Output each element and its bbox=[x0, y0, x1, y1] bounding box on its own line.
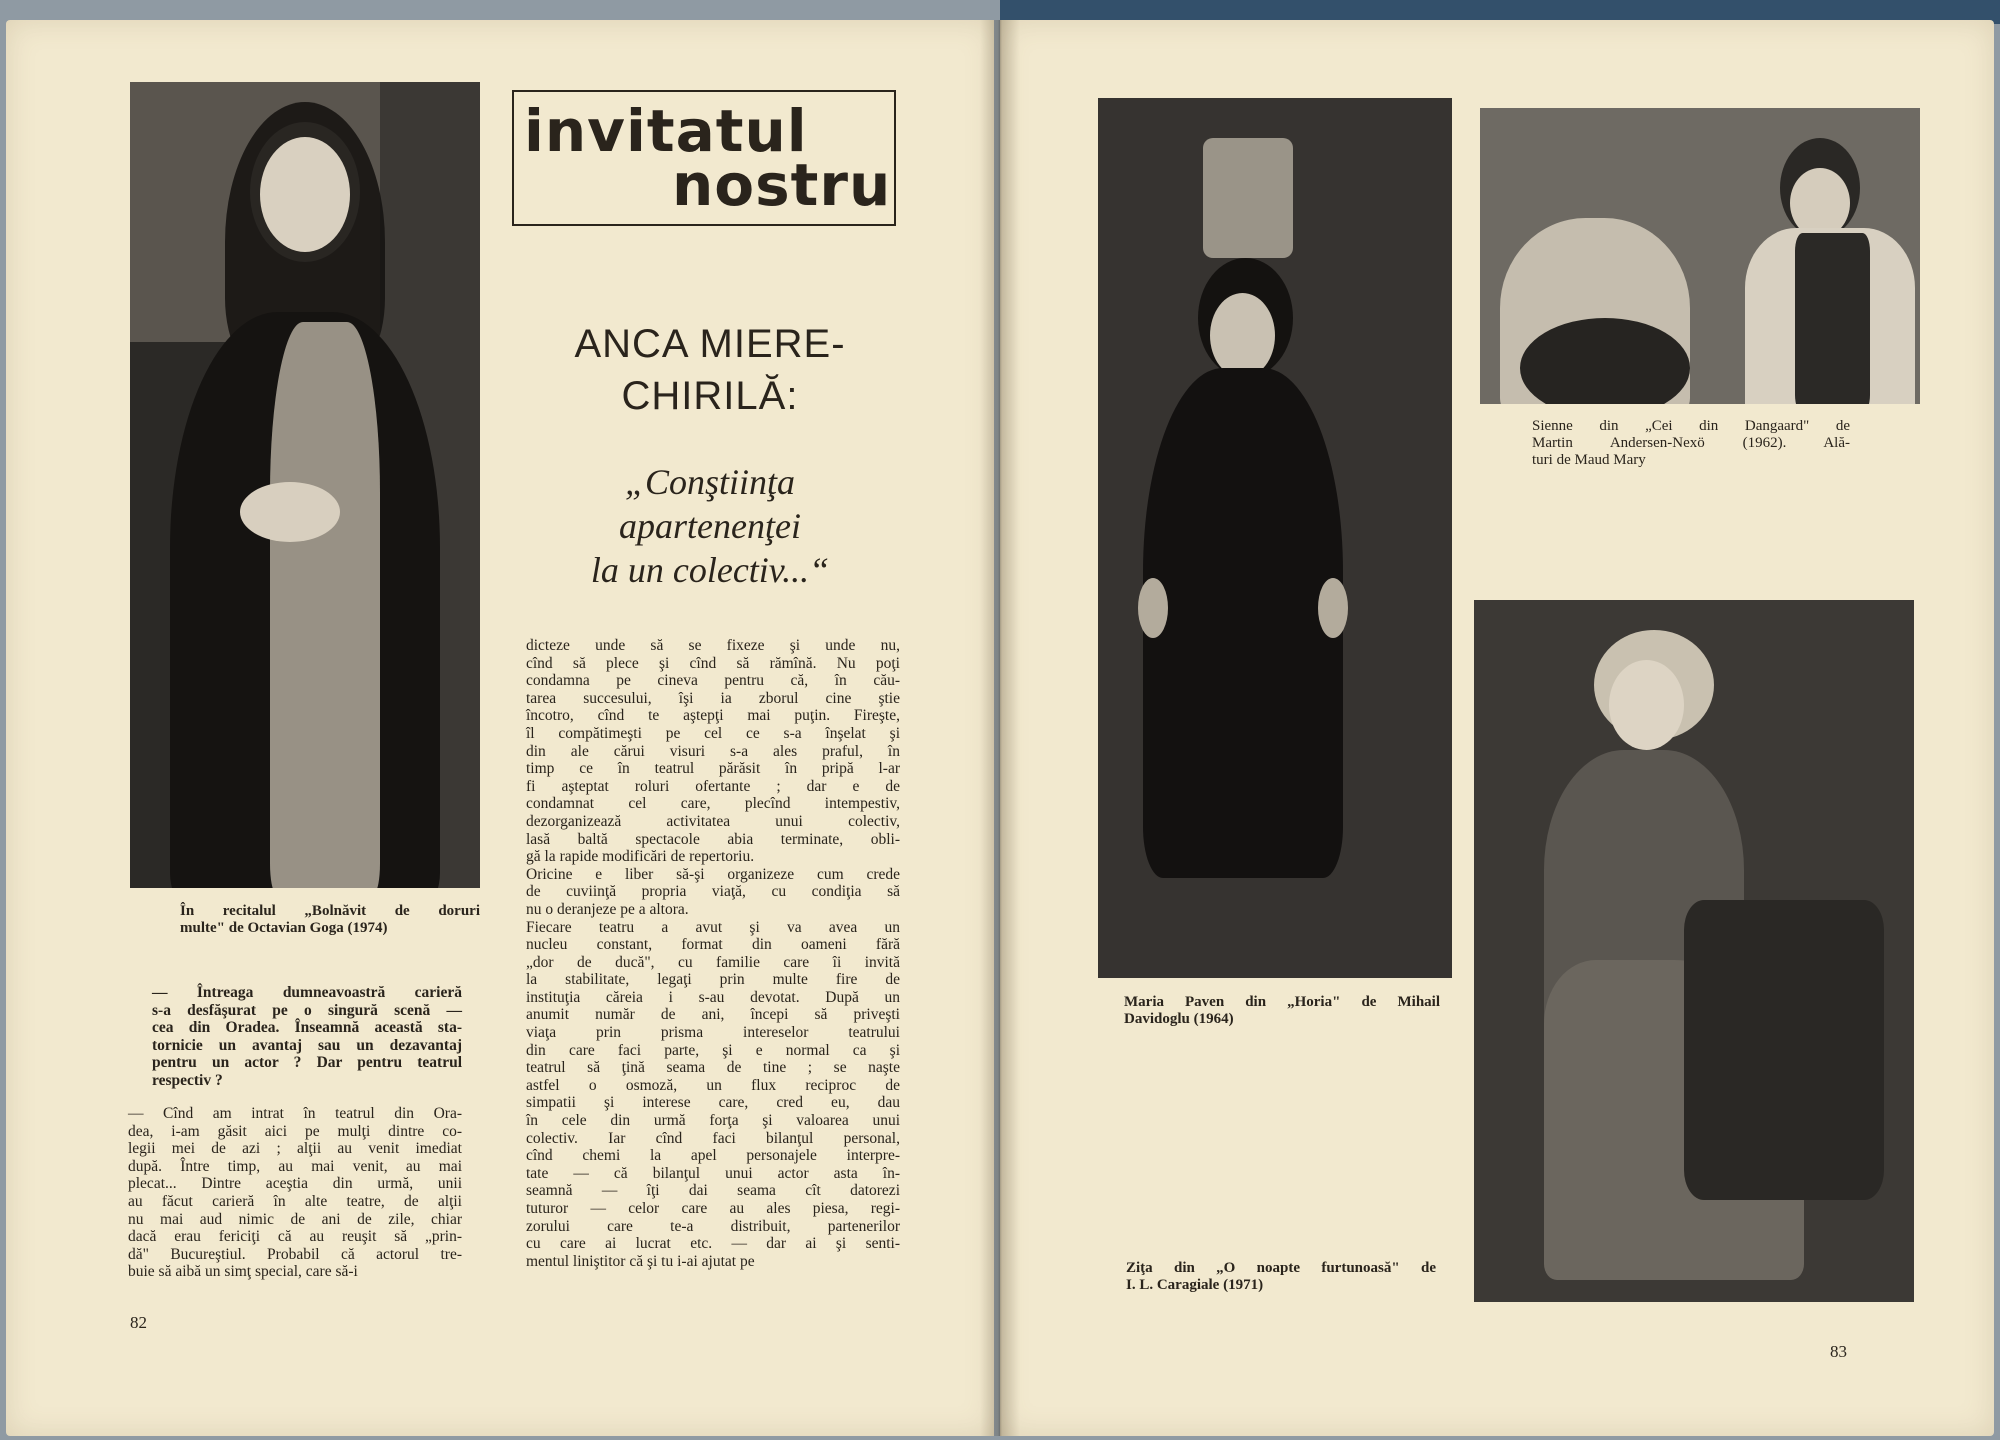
question-line: — Întreaga dumneavoastră carieră bbox=[152, 984, 462, 1001]
caption-line: Martin Andersen-Nexö (1962). Ală- bbox=[1532, 435, 1850, 451]
photo-caption-horia bbox=[1124, 994, 1440, 1028]
body-text-line: colectiv. Iar cînd faci bilanţul personal, bbox=[526, 1129, 900, 1147]
body-text-line: fi aşteptat roluri ofertante ; dar e de bbox=[526, 777, 900, 795]
body-text-line: tuturor — celor care au ales piesa, regi- bbox=[526, 1200, 900, 1217]
question-line: pentru un actor ? Dar pentru teatrul bbox=[152, 1054, 462, 1072]
headline-line: CHIRILĂ: bbox=[621, 374, 799, 418]
book-gutter bbox=[980, 20, 1020, 1436]
body-text-line: după. Între timp, au mai venit, au mai bbox=[128, 1157, 462, 1175]
subhead-line: la un colectiv...“ bbox=[590, 550, 830, 590]
page-number-right: 83 bbox=[1830, 1342, 1847, 1361]
body-text-line: plecat... Dintre aceştia din urmă, unii bbox=[128, 1175, 462, 1193]
caption-line: Ziţa din „O noapte furtunoasă" de bbox=[1126, 1260, 1436, 1276]
body-text-line: anumit număr de ani, începi să priveşti bbox=[526, 1006, 900, 1024]
body-text-line: Oricine e liber să-şi organizeze cum crede bbox=[526, 865, 900, 883]
question-line: cea din Oradea. Înseamnă această sta- bbox=[152, 1019, 462, 1037]
body-text-line: seamnă — îţi dai seama cît datorezi bbox=[526, 1182, 900, 1200]
body-text-line: mentul liniştitor că şi tu i-ai ajutat pe bbox=[526, 1252, 755, 1270]
body-text-line: gă la rapide modificări de repertoriu. bbox=[526, 848, 755, 866]
caption-line: Maria Paven din „Horia" de Mihail bbox=[1124, 994, 1440, 1010]
body-text-line: din care faci parte, şi e normal ca şi bbox=[526, 1041, 900, 1059]
body-text-line: astfel o osmoză, un flux reciproc de bbox=[526, 1076, 900, 1094]
body-text-line: dacă erau fericiţi că au reuşit să „prin- bbox=[128, 1228, 462, 1246]
body-text-line: dicteze unde să se fixeze şi unde nu, bbox=[526, 637, 900, 654]
photo-horia-role bbox=[1098, 98, 1452, 978]
article-headline bbox=[540, 318, 880, 422]
body-text-line: simpatii şi interese care, cred eu, dau bbox=[526, 1094, 900, 1112]
photo-noapte-furtunoasa-role bbox=[1474, 600, 1914, 1302]
question-line: respectiv ? bbox=[152, 1071, 223, 1089]
subhead-line: „Conştiinţa bbox=[624, 462, 796, 502]
show-through-text bbox=[40, 90, 130, 930]
caption-line: I. L. Caragiale (1971) bbox=[1126, 1277, 1264, 1293]
body-text-line: în cele din urmă forţa şi valoarea unui bbox=[526, 1112, 900, 1130]
body-text-line: dă" Bucureştiul. Probabil că actorul tre- bbox=[128, 1245, 462, 1263]
subhead-line: apartenenţei bbox=[619, 506, 801, 546]
body-text-line: cînd chemi la apel personajele interpre- bbox=[526, 1147, 900, 1165]
body-text-line: condamna pe cineva pentru că, în cău- bbox=[526, 672, 900, 690]
body-text-line: — Cînd am intrat în teatrul din Ora- bbox=[128, 1105, 462, 1122]
answer-column-left bbox=[128, 1105, 462, 1281]
body-text-line: îl compătimeşti pe cel ce s-a înşelat şi bbox=[526, 724, 900, 742]
body-text-line: lasă baltă spectacole abia terminate, obli- bbox=[526, 830, 900, 848]
body-text-line: condamnat cel care, plecînd intempestiv, bbox=[526, 795, 900, 813]
photo-caption-dangaard bbox=[1532, 418, 1850, 469]
body-text-line: au făcut carieră în alte teatre, de alţii bbox=[128, 1192, 462, 1210]
answer-column-right bbox=[526, 637, 900, 1270]
body-text-line: cînd să plece şi cînd să rămînă. Nu poţi bbox=[526, 654, 900, 672]
body-text-line: buie să aibă un simţ special, care să-i bbox=[128, 1263, 358, 1281]
question-line: tornicie un avantaj sau un dezavantaj bbox=[152, 1036, 462, 1054]
photo-caption-noapte bbox=[1126, 1260, 1436, 1294]
masthead-line-2: nostru bbox=[672, 151, 892, 219]
body-text-line: timp ce în teatrul părăsit în pripă l-ar bbox=[526, 760, 900, 778]
body-text-line: teatrul să ţină seama de tine ; se naşte bbox=[526, 1059, 900, 1077]
body-text-line: dea, i-am găsit aici pe mulţi dintre co- bbox=[128, 1122, 462, 1140]
photo-recital-portrait bbox=[130, 82, 480, 888]
caption-line: În recitalul „Bolnăvit de doruri bbox=[180, 903, 480, 919]
question-line: s-a desfăşurat pe o singură scenă — bbox=[152, 1001, 462, 1019]
body-text-line: instituţia căreia i s-au devotat. După un bbox=[526, 988, 900, 1006]
article-subhead bbox=[545, 460, 875, 592]
body-text-line: tate — că bilanţul unui actor asta în- bbox=[526, 1164, 900, 1182]
caption-line: multe" de Octavian Goga (1974) bbox=[180, 920, 388, 936]
body-text-line: dezorganizează activitatea unui colectiv, bbox=[526, 812, 900, 830]
caption-line: Sienne din „Cei din Dangaard" de bbox=[1532, 418, 1850, 434]
body-text-line: „dor de ducă", cu familie care îi invită bbox=[526, 953, 900, 971]
caption-line: turi de Maud Mary bbox=[1532, 452, 1646, 468]
body-text-line: zorului care te-a distribuit, partenerilor bbox=[526, 1217, 900, 1235]
body-text-line: nucleu constant, format din oameni fără bbox=[526, 936, 900, 954]
body-text-line: încotro, cînd te aştepţi mai puţin. Fireşte, bbox=[526, 707, 900, 725]
body-text-line: cu care ai lucrat etc. — dar ai şi senti- bbox=[526, 1235, 900, 1253]
interview-question bbox=[152, 984, 462, 1090]
body-text-line: din ale cărui visuri s-a ales praful, în bbox=[526, 742, 900, 760]
page-number-left: 82 bbox=[130, 1313, 147, 1332]
masthead-line-1: invitatul bbox=[524, 97, 808, 165]
body-text-line: Fiecare teatru a avut şi va avea un bbox=[526, 918, 900, 936]
photo-caption-recital bbox=[180, 903, 480, 937]
body-text-line: de cuviinţă propria viaţă, cu condiţia să bbox=[526, 883, 900, 901]
body-text-line: tarea succesului, îşi ia zborul cine ştie bbox=[526, 689, 900, 707]
photo-dangaard-role bbox=[1480, 108, 1920, 404]
body-text-line: la stabilitate, legaţi prin multe fire de bbox=[526, 971, 900, 989]
masthead-logo bbox=[512, 90, 896, 226]
body-text-line: nu mai aud nimic de ani de zile, chiar bbox=[128, 1210, 462, 1228]
caption-line: Davidoglu (1964) bbox=[1124, 1011, 1234, 1027]
body-text-line: viaţa prin prisma intereselor teatrului bbox=[526, 1024, 900, 1042]
body-text-line: nu o deranjeze pe a altora. bbox=[526, 900, 689, 918]
body-text-line: legii mei de azi ; alţii au venit imediat bbox=[128, 1140, 462, 1158]
headline-line: ANCA MIERE- bbox=[574, 322, 846, 366]
